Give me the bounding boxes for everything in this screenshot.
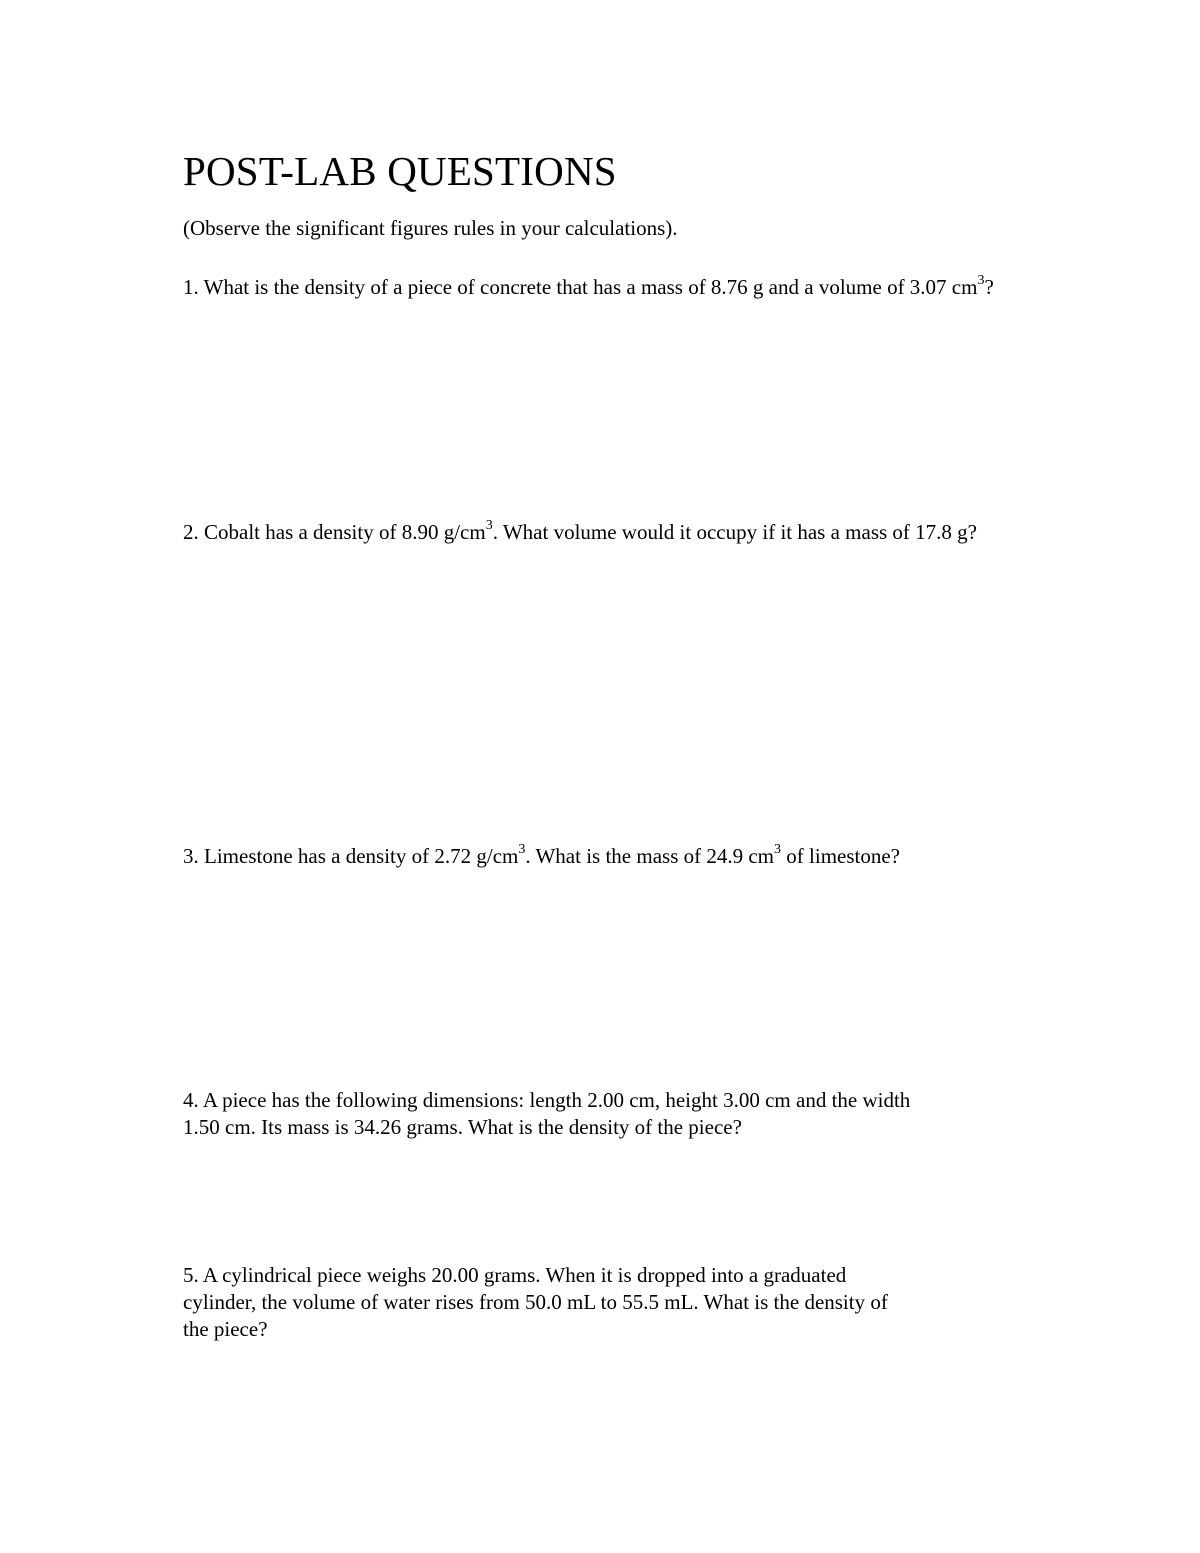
question-1-superscript: 3 xyxy=(977,273,985,288)
question-5-line-3: the piece? xyxy=(183,1317,268,1341)
question-3-text: 3. Limestone has a density of 2.72 g/cm xyxy=(183,844,519,868)
question-2-superscript: 3 xyxy=(485,518,493,533)
question-1-text: 1. What is the density of a piece of concrete that has a mass of 8.76 g and a volume of 3.07 cm xyxy=(183,275,978,299)
question-1 xyxy=(183,274,994,301)
question-2 xyxy=(183,519,977,546)
instructions-text: (Observe the significant figures rules in your calculations). xyxy=(183,216,678,240)
question-3-middle: . What is the mass of 24.9 cm xyxy=(525,844,775,868)
question-4-line-2: 1.50 cm. Its mass is 34.26 grams. What is the density of the piece? xyxy=(183,1115,742,1139)
question-5-line-1: 5. A cylindrical piece weighs 20.00 grams. When it is dropped into a graduated xyxy=(183,1263,847,1287)
question-3 xyxy=(183,843,900,870)
question-3-superscript-2: 3 xyxy=(774,842,782,857)
question-1-end: ? xyxy=(984,275,994,299)
page-title: POST-LAB QUESTIONS xyxy=(183,148,617,194)
question-3-superscript-1: 3 xyxy=(518,842,526,857)
question-4-line-1: 4. A piece has the following dimensions: length 2.00 cm, height 3.00 cm and the width xyxy=(183,1088,911,1112)
question-2-end: . What volume would it occupy if it has a mass of 17.8 g? xyxy=(492,520,977,544)
question-2-text: 2. Cobalt has a density of 8.90 g/cm xyxy=(183,520,486,544)
question-5-line-2: cylinder, the volume of water rises from 50.0 mL to 55.5 mL. What is the density of xyxy=(183,1290,888,1314)
question-4 xyxy=(183,1087,910,1141)
question-3-end: of limestone? xyxy=(781,844,900,868)
question-5 xyxy=(183,1262,888,1343)
